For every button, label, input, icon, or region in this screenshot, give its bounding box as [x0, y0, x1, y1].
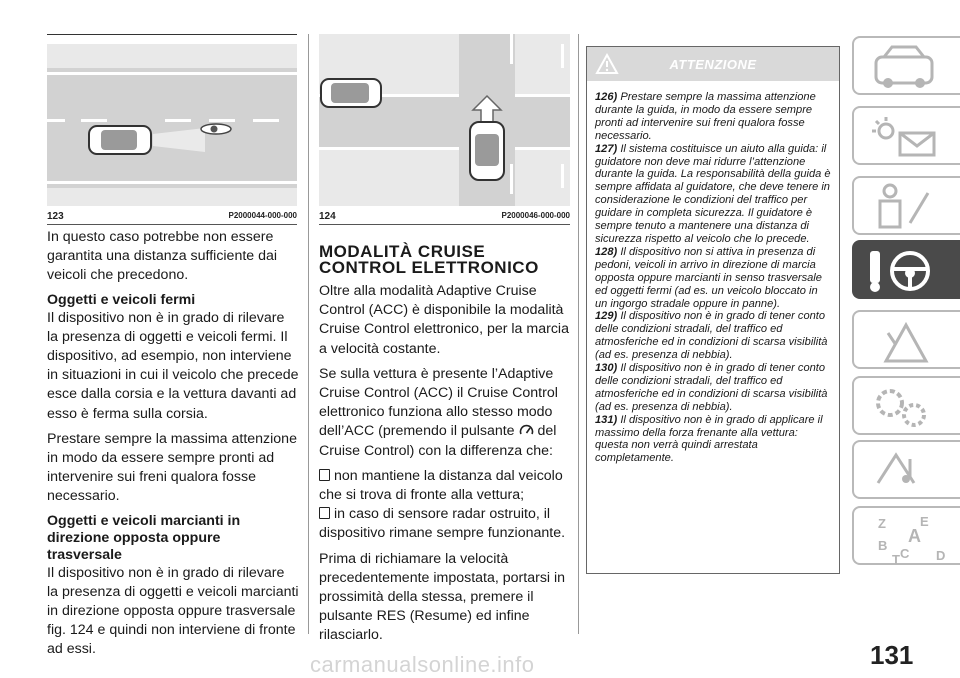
- page-number: 131: [870, 640, 914, 670]
- warning-item: [595, 414, 833, 466]
- warning-item-number: 129): [595, 310, 618, 323]
- section-heading: Oggetti e veicoli fermi: [47, 291, 196, 308]
- warning-box: [586, 46, 840, 574]
- index-letter: A: [908, 526, 921, 546]
- paragraph: Oltre alla modalità Adaptive Cruise Control (ACC) è disponibile la modalità Cruise Control elettronico, per la marcia a velocità costante.: [319, 283, 569, 357]
- warning-item-text: Il sistema costituisce un aiuto alla guida: il guidatore non deve mai ridurre l’attenzione durante la guida. La responsabilità della guida è sempre affidata al guidatore, che deve tenere in considerazione le condizioni del traffico per guidare in completa sicurezza. Il guidatore è sempre tenuto a mantenere una distanza di sicurezza rispetto al veicolo che lo precede.: [595, 142, 831, 245]
- column-divider: [578, 34, 579, 634]
- chapter-tab[interactable]: [852, 36, 960, 95]
- car-icon: [467, 120, 507, 184]
- car-icon: [319, 76, 399, 110]
- top-rule: [47, 34, 297, 35]
- list-item: non mantiene la distanza dal veicolo che si trova di fronte alla vettura;: [319, 467, 563, 504]
- index-letter: B: [878, 538, 888, 553]
- warning-item-number: 126): [595, 91, 618, 103]
- chapter-tab[interactable]: [852, 506, 960, 565]
- checkbox-bullet-icon: [319, 469, 330, 481]
- index-letter: T: [892, 552, 900, 566]
- warning-item-text: Prestare sempre la massima attenzione durante la guida, in modo da essere sempre pronti ad intervenire sui freni qualora fosse necessario.: [595, 91, 816, 142]
- warning-item-text: Il dispositivo non è in grado di tener conto delle condizioni stradali, del traffico ed atmosferiche ed in condizioni di scarsa visibilità (ad es. presenza di nebbia).: [595, 310, 828, 362]
- warning-item-text: Il dispositivo non è in grado di applicare il massimo della forza frenante alla vettura: questa non verrà quindi arrestata completamente.: [595, 413, 823, 465]
- warning-header: [587, 47, 839, 81]
- paragraph: Il dispositivo non è in grado di rilevare la presenza di oggetti e veicoli marcianti in direzione opposta oppure trasversale fig. 124 e quindi non interviene di fronte ad essi.: [47, 564, 299, 658]
- watermark: carmanualsonline.info: [310, 652, 535, 677]
- warning-item-number: 130): [595, 362, 618, 375]
- warning-item: [595, 246, 833, 311]
- paragraph: Se sulla vettura è presente l’Adaptive Cruise Control (ACC) il Cruise Control elettronico funziona allo stesso modo dell’ACC (premendo il pulsante del Cruise Control) con la differenza che:: [319, 365, 558, 459]
- warning-item: [595, 143, 833, 246]
- car-icon: [87, 124, 207, 156]
- warning-list: [587, 81, 839, 465]
- paragraph: Prestare sempre la massima attenzione in modo da essere sempre pronti ad intervenire sui freni qualora fosse necessario.: [47, 430, 297, 505]
- list-item: in caso di sensore radar ostruito, il dispositivo rimane sempre funzionante.: [319, 506, 566, 542]
- column-2: [319, 244, 573, 652]
- chapter-tab[interactable]: [852, 240, 960, 299]
- index-letter: D: [936, 548, 946, 563]
- warning-item-number: 128): [595, 245, 618, 258]
- warning-item: [595, 91, 833, 143]
- paragraph: Il dispositivo non è in grado di rilevare la presenza di oggetti e veicoli fermi. Il dispositivo, ad esempio, non interviene in situazioni in cui il veicolo che precede esce dalla corsia e la vettura davanti ad esso è ferma sulla corsia.: [47, 309, 299, 422]
- chapter-tab[interactable]: [852, 310, 960, 369]
- checkbox-bullet-icon: [319, 507, 330, 519]
- warning-item-number: 127): [595, 142, 618, 155]
- warning-item: [595, 362, 833, 414]
- warning-item-text: Il dispositivo non si attiva in presenza di pedoni, veicoli in arrivo in direzione di marcia opposta oppure marcianti in senso trasversale ed oggetti fermi (ad es. un veicolo bloccato in un ingorgo stradale oppure in panne).: [595, 245, 822, 310]
- figure-124: [319, 34, 570, 206]
- paragraph: Prima di richiamare la velocità precedentemente impostata, portarsi in prossimità della stessa, premere il pulsante RES (Resume) ed infine rilasciarlo.: [319, 550, 566, 644]
- chapter-tab[interactable]: [852, 176, 960, 235]
- figure-123-caption: 123 P2000044-000-000: [47, 211, 297, 222]
- index-letter: Z: [878, 516, 886, 531]
- warning-item-number: 131): [595, 413, 618, 426]
- index-letter: E: [920, 514, 929, 529]
- figure-123: [47, 44, 297, 206]
- speedometer-icon: [519, 423, 534, 436]
- warning-item-text: Il dispositivo non è in grado di tener conto delle condizioni stradali, del traffico ed atmosferiche ed in condizioni di scarsa visibilità (ad es. presenza di nebbia).: [595, 362, 828, 413]
- warning-item: [595, 310, 833, 362]
- warning-title: ATTENZIONE: [669, 57, 757, 72]
- chapter-tab[interactable]: [852, 376, 960, 435]
- index-letter: C: [900, 546, 910, 561]
- figure-124-caption: 124 P2000046-000-000: [319, 211, 570, 222]
- section-heading: Oggetti e veicoli marcianti in direzione opposta oppure trasversale: [47, 512, 241, 563]
- chapter-tab[interactable]: [852, 106, 960, 165]
- intro-paragraph: In questo caso potrebbe non essere garantita una distanza sufficiente dai veicoli che precedono.: [47, 229, 278, 284]
- column-1: [47, 228, 299, 666]
- chapter-tab[interactable]: [852, 440, 960, 499]
- section-title: MODALITÀ CRUISE CONTROL ELETTRONICO: [319, 242, 539, 277]
- motorcycle-icon: [199, 120, 233, 138]
- column-divider: [308, 34, 309, 634]
